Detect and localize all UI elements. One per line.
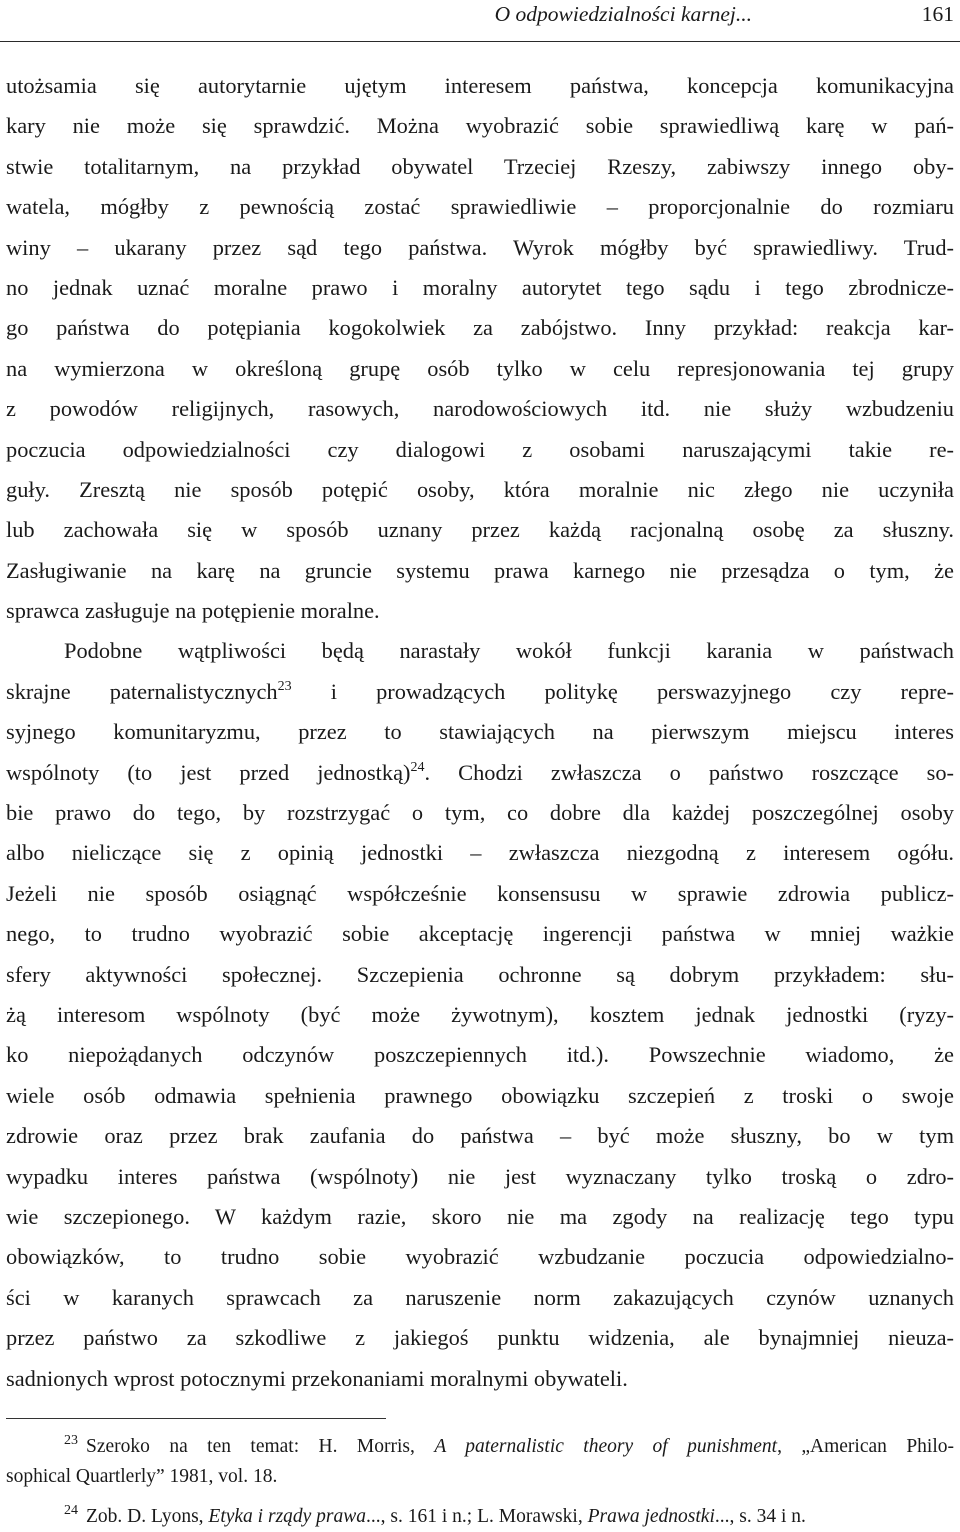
body-line: wypadku interes państwa (wspólnoty) nie jest wyznaczany tylko troską o zdro- — [6, 1163, 954, 1189]
body-line: wiele osób odmawia spełnienia prawnego obowiązku szczepień z troski o swoje — [6, 1082, 954, 1108]
body-line: guły. Zresztą nie sposób potępić osoby, która moralnie nic złego nie uczyniła — [6, 476, 954, 502]
body-line: ko niepożądanych odczynów poszczepiennych itd.). Powszechnie wiadomo, że — [6, 1042, 954, 1068]
cited-title: A paternalistic theory of punishment — [434, 1436, 778, 1457]
text-segment: wspólnoty (to jest przed jednostką) — [6, 759, 411, 785]
page-number: 161 — [921, 2, 954, 26]
body-line: przez państwo za szkodliwe z jakiegoś punktu widzenia, ale bynajmniej nieuza- — [6, 1325, 954, 1351]
footnote-text: ..., s. 34 i n. — [714, 1506, 806, 1527]
header-rule — [0, 41, 960, 42]
page-header — [0, 0, 960, 40]
body-line: albo nieliczące się z opinią jednostki – zwłaszcza niezgodną z interesem ogółu. — [6, 840, 954, 866]
body-line: winy – ukarany przez sąd tego państwa. Wyrok mógłby być sprawiedliwy. Trud- — [6, 234, 954, 260]
text-segment: . Chodzi zwłaszcza o państwo roszczące so- — [424, 759, 954, 785]
footnote-text: Zob. D. Lyons, — [86, 1506, 209, 1527]
body-line: zdrowie oraz przez brak zaufania do państwa – być może słuszny, bo w tym — [6, 1123, 954, 1149]
body-line: syjnego komunitaryzmu, przez to stawiających na pierwszym miejscu interes — [6, 719, 954, 745]
body-line: nego, to trudno wyobrazić sobie akceptację ingerencji państwa w mniej ważkie — [6, 921, 954, 947]
running-title: O odpowiedzialności karnej... — [494, 2, 752, 26]
body-line: wie szczepionego. W każdym razie, skoro nie ma zgody na realizację tego typu — [6, 1203, 954, 1229]
body-line: żą interesom wspólnoty (być może żywotnym), kosztem jednak jednostki (ryzy- — [6, 1001, 954, 1027]
footnotes — [6, 1432, 954, 1532]
footnote-ref-23[interactable]: 23 — [277, 678, 292, 694]
body-line: utożsamia się autorytarnie ujętym interesem państwa, koncepcja komunikacyjna — [6, 73, 954, 98]
main-text — [6, 66, 954, 1399]
body-line: go państwa do potępiania kogokolwiek za zabójstwo. Inny przykład: reakcja kar- — [6, 315, 954, 341]
cited-title: Etyka i rządy prawa — [208, 1506, 367, 1527]
footnote-number: 24 — [64, 1503, 78, 1518]
body-line: sadnionych wprost potocznymi przekonaniami moralnymi obywateli. — [6, 1365, 628, 1391]
cited-title: Prawa jednostki — [587, 1506, 715, 1527]
body-line: Jeżeli nie sposób osiągnąć współcześnie konsensusu w sprawie zdrowia publicz- — [6, 880, 954, 906]
body-line: lub zachowała się w sposób uznany przez każdą racjonalną osobę za słuszny. — [6, 517, 954, 543]
paragraph-first-line: Podobne wątpliwości będą narastały wokół funkcji karania w państwach — [64, 638, 954, 664]
footnote-23 — [6, 1432, 954, 1462]
footnote-23-continuation: sophical Quartlerly” 1981, vol. 18. — [6, 1466, 278, 1487]
body-line: Zasługiwanie na karę na gruncie systemu prawa karnego nie przesądza o tym, że — [6, 557, 954, 583]
body-line: na wymierzona w określoną grupę osób tylko w celu represjonowania tej grupy — [6, 355, 954, 381]
body-line: no jednak uznać moralne prawo i moralny autorytet tego sądu i tego zbrodnicze- — [6, 274, 954, 300]
body-line: z powodów religijnych, rasowych, narodowościowych itd. nie służy wzbudzeniu — [6, 396, 954, 422]
body-line: sprawca zasługuje na potępienie moralne. — [6, 598, 380, 624]
footnote-number: 23 — [64, 1433, 78, 1448]
footnote-ref-24[interactable]: 24 — [410, 759, 425, 775]
footnote-text: Szeroko na ten temat: H. Morris, — [86, 1436, 435, 1457]
body-line: watela, mógłby z pewnością zostać sprawiedliwie – proporcjonalnie do rozmiaru — [6, 194, 954, 220]
body-line — [6, 672, 954, 712]
footnote-text: , „American Philo- — [777, 1436, 954, 1457]
body-line: stwie totalitarnym, na przykład obywatel Trzeciej Rzeszy, zabiwszy innego oby- — [6, 153, 954, 179]
footnote-text: ..., s. 161 i n.; L. Morawski, — [366, 1506, 588, 1527]
body-line — [6, 753, 954, 793]
body-line: poczucia odpowiedzialności czy dialogowi z osobami naruszającymi takie re- — [6, 436, 954, 462]
text-segment: i prowadzących politykę perswazyjnego czy repre- — [291, 678, 954, 704]
body-line: sfery aktywności społecznej. Szczepienia ochronne są dobrym przykładem: słu- — [6, 961, 954, 987]
body-line: obowiązków, to trudno sobie wyobrazić wzbudzanie poczucia odpowiedzialno- — [6, 1244, 954, 1270]
text-segment: skrajne paternalistycznych — [6, 678, 278, 704]
body-line: kary nie może się sprawdzić. Można wyobrazić sobie sprawiedliwą karę w pań- — [6, 113, 954, 139]
body-line: ści w karanych sprawcach za naruszenie norm zakazujących czynów uznanych — [6, 1284, 954, 1310]
footnote-rule — [6, 1418, 386, 1419]
body-line: bie prawo do tego, by rozstrzygać o tym, co dobre dla każdej poszczególnej osoby — [6, 800, 954, 826]
